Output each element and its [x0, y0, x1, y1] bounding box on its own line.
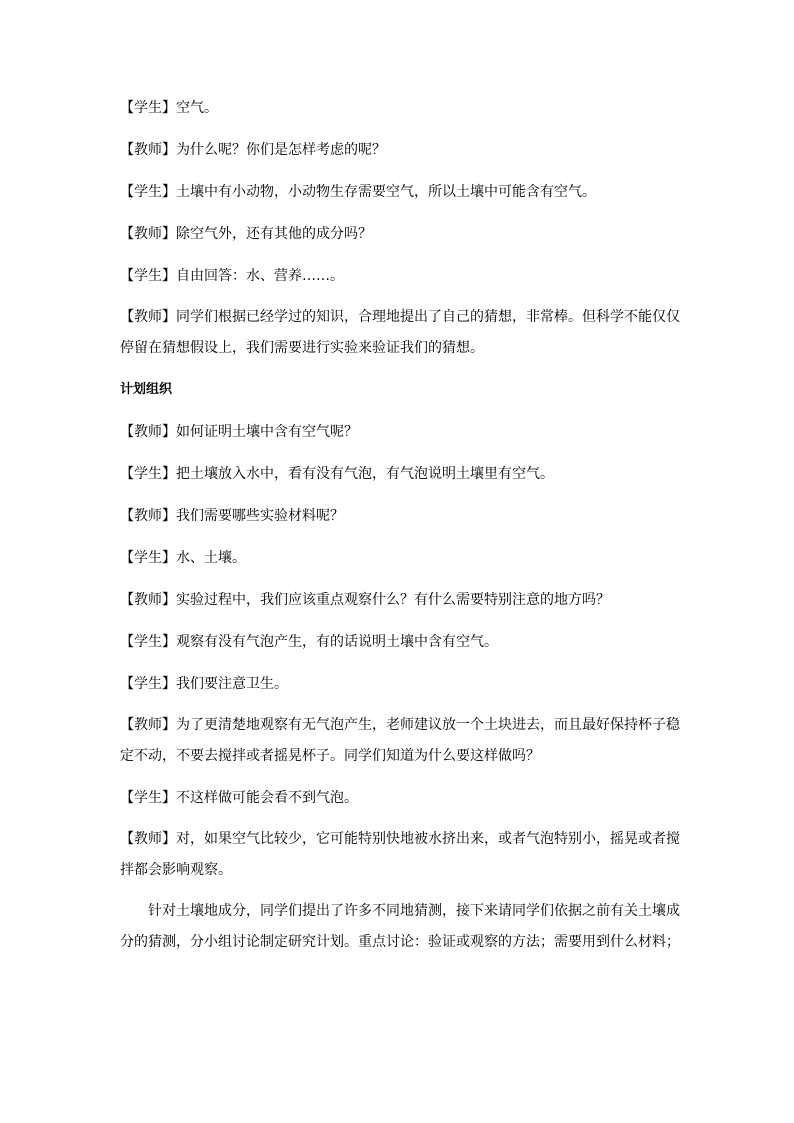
dialog-text: 土壤中有小动物，小动物生存需要空气，所以土壤中可能含有空气。 — [176, 184, 596, 200]
speaker-tag: 【学生】 — [120, 268, 176, 284]
speaker-tag: 【学生】 — [120, 790, 176, 806]
dialog-text: 我们要注意卫生。 — [176, 676, 288, 692]
dialog-line — [120, 674, 680, 694]
dialog-text: 如何证明土壤中含有空气呢？ — [176, 424, 358, 440]
document-body — [120, 98, 680, 980]
dialog-line — [120, 422, 680, 442]
speaker-tag: 【教师】 — [120, 226, 176, 242]
dialog-text: 观察有没有气泡产生，有的话说明土壤中含有空气。 — [176, 634, 498, 650]
speaker-tag: 【学生】 — [120, 466, 176, 482]
speaker-tag: 【学生】 — [120, 676, 176, 692]
speaker-tag: 【教师】 — [120, 424, 176, 440]
dialog-text: 对，如果空气比较少，它可能特别快地被水挤出来，或者气泡特别小，摇晃或者搅拌都会影响观察。 — [120, 831, 680, 878]
dialog-line — [120, 788, 680, 808]
speaker-tag: 【学生】 — [120, 550, 176, 566]
dialog-line — [120, 632, 680, 652]
speaker-tag: 【教师】 — [120, 508, 176, 524]
dialog-line — [120, 506, 680, 526]
speaker-tag: 【教师】 — [120, 592, 176, 608]
speaker-tag: 【教师】 — [120, 142, 176, 158]
dialog-line — [120, 302, 680, 364]
dialog-line — [120, 98, 680, 118]
dialog-text: 实验过程中，我们应该重点观察什么？有什么需要特别注意的地方吗？ — [176, 592, 610, 608]
dialog-text: 把土壤放入水中，看有没有气泡，有气泡说明土壤里有空气。 — [176, 466, 554, 482]
dialog-line — [120, 464, 680, 484]
dialog-text: 水、土壤。 — [176, 550, 246, 566]
dialog-text: 同学们根据已经学过的知识，合理地提出了自己的猜想，非常棒。但科学不能仅仅停留在猜想假设上，我们需要进行实验来验证我们的猜想。 — [120, 309, 680, 356]
dialog-line — [120, 224, 680, 244]
dialog-text: 为了更清楚地观察有无气泡产生，老师建议放一个土块进去，而且最好保持杯子稳定不动，不要去搅拌或者摇晃杯子。同学们知道为什么要这样做吗？ — [120, 717, 680, 764]
dialog-text: 不这样做可能会看不到气泡。 — [176, 790, 358, 806]
dialog-text: 空气。 — [176, 100, 218, 116]
dialog-line — [120, 548, 680, 568]
speaker-tag: 【教师】 — [120, 309, 176, 325]
dialog-line — [120, 710, 680, 772]
speaker-tag: 【学生】 — [120, 100, 176, 116]
speaker-tag: 【学生】 — [120, 184, 176, 200]
speaker-tag: 【教师】 — [120, 831, 176, 847]
body-paragraph: 针对土壤地成分，同学们提出了许多不同地猜测，接下来请同学们依据之前有关土壤成分的猜测，分小组讨论制定研究计划。重点讨论：验证或观察的方法；需要用到什么材料； — [120, 903, 680, 950]
dialog-text: 为什么呢？你们是怎样考虑的呢？ — [176, 142, 386, 158]
section-heading: 计划组织 — [120, 382, 173, 397]
dialog-text: 除空气外，还有其他的成分吗？ — [176, 226, 372, 242]
speaker-tag: 【教师】 — [120, 717, 176, 733]
dialog-line — [120, 182, 680, 202]
dialog-line — [120, 824, 680, 886]
dialog-text: 我们需要哪些实验材料呢？ — [176, 508, 344, 524]
dialog-line — [120, 266, 680, 286]
speaker-tag: 【学生】 — [120, 634, 176, 650]
dialog-line — [120, 590, 680, 610]
dialog-text: 自由回答：水、营养……。 — [176, 268, 344, 284]
dialog-line — [120, 140, 680, 160]
